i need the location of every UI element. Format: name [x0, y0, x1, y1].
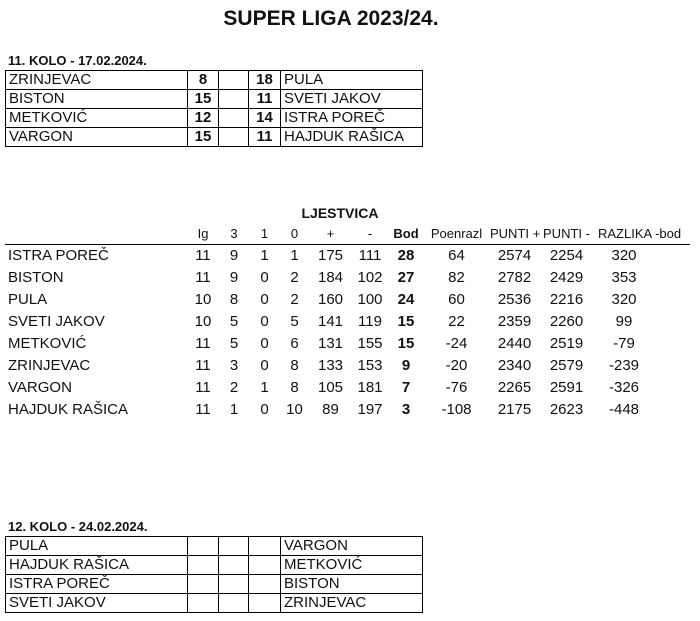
match-row [6, 594, 423, 613]
points-for: 131 [317, 335, 344, 352]
match-row [6, 575, 423, 594]
league-points: 3 [401, 401, 411, 418]
games-played: 11 [195, 247, 211, 264]
match-row [6, 109, 423, 128]
round-11-results-table [5, 70, 423, 147]
results-1-point: 0 [260, 357, 269, 374]
away-score: 11 [249, 90, 281, 109]
home-score [188, 575, 219, 594]
razlika: -326 [608, 379, 640, 396]
away-team: VARGON [281, 537, 423, 556]
results-3-points: 3 [229, 357, 239, 374]
standings-row [5, 377, 690, 399]
punti-plus: 2536 [497, 291, 532, 308]
away-score [249, 537, 281, 556]
games-played: 11 [195, 269, 211, 286]
games-played: 11 [195, 335, 211, 352]
home-score [188, 594, 219, 613]
empty-cell [219, 594, 249, 613]
punti-plus: 2340 [497, 357, 532, 374]
point-difference: 22 [448, 313, 465, 330]
razlika: -239 [608, 357, 640, 374]
point-difference: -108 [441, 401, 472, 418]
punti-minus: 2216 [549, 291, 584, 308]
round-11-heading: 11. KOLO - 17.02.2024. [8, 53, 147, 68]
home-team: METKOVIĆ [6, 109, 188, 128]
empty-cell [219, 109, 249, 128]
home-team: PULA [6, 537, 188, 556]
team-name: VARGON [8, 379, 72, 396]
away-team: SVETI JAKOV [281, 90, 423, 109]
punti-minus: 2254 [549, 247, 584, 264]
league-points: 9 [401, 357, 411, 374]
points-against: 153 [357, 357, 383, 374]
away-team: ZRINJEVAC [281, 594, 423, 613]
header-results-0-points: 0 [279, 223, 310, 245]
home-team: ISTRA POREČ [6, 575, 188, 594]
home-score: 15 [188, 90, 219, 109]
header-team-column [5, 223, 188, 245]
results-0-points: 8 [290, 357, 299, 374]
league-points: 27 [397, 269, 415, 286]
results-3-points: 2 [229, 379, 239, 396]
results-0-points: 2 [290, 291, 299, 308]
punti-minus: 2591 [549, 379, 584, 396]
league-points: 24 [397, 291, 415, 308]
results-1-point: 0 [260, 335, 269, 352]
results-0-points: 10 [286, 401, 303, 418]
header-punti-plus: PUNTI + [490, 223, 539, 245]
razlika: 320 [611, 291, 637, 308]
standings-header-row [5, 223, 690, 245]
standings-table [5, 223, 690, 421]
point-difference: 82 [448, 269, 465, 286]
points-against: 111 [358, 247, 382, 264]
razlika: 353 [611, 269, 637, 286]
results-0-points: 8 [290, 379, 299, 396]
results-0-points: 2 [290, 269, 299, 286]
results-1-point: 1 [260, 379, 269, 396]
empty-cell [219, 71, 249, 90]
home-team: BISTON [6, 90, 188, 109]
punti-plus: 2782 [497, 269, 532, 286]
results-3-points: 9 [229, 269, 239, 286]
results-1-point: 0 [260, 291, 269, 308]
team-name: ISTRA POREČ [8, 247, 109, 264]
punti-minus: 2579 [549, 357, 584, 374]
home-team: SVETI JAKOV [6, 594, 188, 613]
league-points: 15 [397, 313, 415, 330]
team-name: SVETI JAKOV [8, 313, 105, 330]
standings-row [5, 333, 690, 355]
point-difference: -20 [445, 357, 468, 374]
points-for: 133 [317, 357, 344, 374]
punti-plus: 2175 [497, 401, 532, 418]
header-razlika: RAZLIKA -bod [594, 223, 690, 245]
games-played: 10 [194, 291, 212, 308]
round-12-fixtures-table [5, 536, 423, 613]
away-team: ISTRA POREČ [281, 109, 423, 128]
razlika: -79 [613, 335, 635, 352]
games-played: 11 [195, 379, 211, 396]
header-point-difference: Poenrazl [423, 223, 490, 245]
match-row [6, 556, 423, 575]
results-0-points: 5 [290, 313, 299, 330]
points-against: 119 [358, 313, 382, 330]
results-0-points: 6 [290, 335, 299, 352]
punti-plus: 2265 [497, 379, 532, 396]
point-difference: -76 [445, 379, 468, 396]
results-3-points: 9 [229, 247, 239, 264]
home-team: VARGON [6, 128, 188, 147]
points-against: 102 [357, 269, 383, 286]
league-points: 7 [401, 379, 411, 396]
match-row [6, 128, 423, 147]
home-score [188, 537, 219, 556]
results-3-points: 8 [229, 291, 239, 308]
punti-plus: 2359 [497, 313, 532, 330]
punti-minus: 2519 [549, 335, 584, 352]
games-played: 10 [194, 313, 212, 330]
away-team: METKOVIĆ [281, 556, 423, 575]
header-league-points: Bod [389, 223, 423, 245]
league-points: 28 [397, 247, 415, 264]
results-1-point: 0 [260, 269, 269, 286]
standings-row [5, 245, 690, 267]
header-games-played: Ig [188, 223, 218, 245]
home-team: ZRINJEVAC [6, 71, 188, 90]
header-results-1-point: 1 [250, 223, 279, 245]
match-row [6, 90, 423, 109]
razlika: -448 [608, 401, 640, 418]
standings-row [5, 399, 690, 421]
away-score [249, 594, 281, 613]
home-score: 12 [188, 109, 219, 128]
away-team: HAJDUK RAŠICA [281, 128, 423, 147]
games-played: 11 [195, 357, 211, 374]
punti-plus: 2574 [497, 247, 532, 264]
match-row [6, 71, 423, 90]
standings-row [5, 355, 690, 377]
home-score: 8 [188, 71, 219, 90]
away-score [249, 575, 281, 594]
team-name: ZRINJEVAC [8, 357, 91, 374]
away-score [249, 556, 281, 575]
points-for: 89 [322, 401, 339, 418]
home-score [188, 556, 219, 575]
punti-minus: 2260 [549, 313, 584, 330]
home-score: 15 [188, 128, 219, 147]
results-1-point: 0 [260, 313, 269, 330]
results-1-point: 1 [260, 247, 269, 264]
empty-cell [219, 575, 249, 594]
points-against: 197 [357, 401, 383, 418]
standings-heading: LJESTVICA [301, 205, 379, 221]
header-points-against: - [351, 223, 389, 245]
league-points: 15 [397, 335, 415, 352]
points-against: 100 [357, 291, 383, 308]
points-for: 105 [317, 379, 344, 396]
away-team: PULA [281, 71, 423, 90]
points-for: 160 [317, 291, 344, 308]
away-team: BISTON [281, 575, 423, 594]
header-points-for: + [310, 223, 351, 245]
point-difference: 60 [448, 291, 465, 308]
results-3-points: 1 [229, 401, 239, 418]
match-row [6, 537, 423, 556]
away-score: 14 [249, 109, 281, 128]
standings-row [5, 289, 690, 311]
standings-row [5, 267, 690, 289]
page-title: SUPER LIGA 2023/24. [223, 7, 439, 30]
away-score: 18 [249, 71, 281, 90]
team-name: METKOVIĆ [8, 335, 87, 352]
empty-cell [219, 537, 249, 556]
point-difference: -24 [445, 335, 468, 352]
razlika: 99 [615, 313, 633, 330]
results-0-points: 1 [290, 247, 299, 264]
point-difference: 64 [448, 247, 465, 264]
points-for: 141 [317, 313, 344, 330]
punti-plus: 2440 [497, 335, 532, 352]
points-for: 184 [317, 269, 344, 286]
results-1-point: 0 [260, 401, 269, 418]
standings-row [5, 311, 690, 333]
round-12-heading: 12. KOLO - 24.02.2024. [8, 519, 148, 534]
empty-cell [219, 556, 249, 575]
results-3-points: 5 [229, 313, 239, 330]
empty-cell [219, 90, 249, 109]
team-name: PULA [8, 291, 48, 308]
points-for: 175 [317, 247, 344, 264]
team-name: BISTON [8, 269, 64, 286]
team-name: HAJDUK RAŠICA [8, 401, 129, 418]
points-against: 155 [357, 335, 383, 352]
away-score: 11 [249, 128, 281, 147]
games-played: 11 [195, 401, 211, 418]
header-results-3-points: 3 [218, 223, 250, 245]
home-team: HAJDUK RAŠICA [6, 556, 188, 575]
razlika: 320 [611, 247, 637, 264]
header-punti-minus: PUNTI - [539, 223, 594, 245]
points-against: 181 [357, 379, 383, 396]
punti-minus: 2623 [549, 401, 584, 418]
empty-cell [219, 128, 249, 147]
punti-minus: 2429 [549, 269, 584, 286]
results-3-points: 5 [229, 335, 239, 352]
